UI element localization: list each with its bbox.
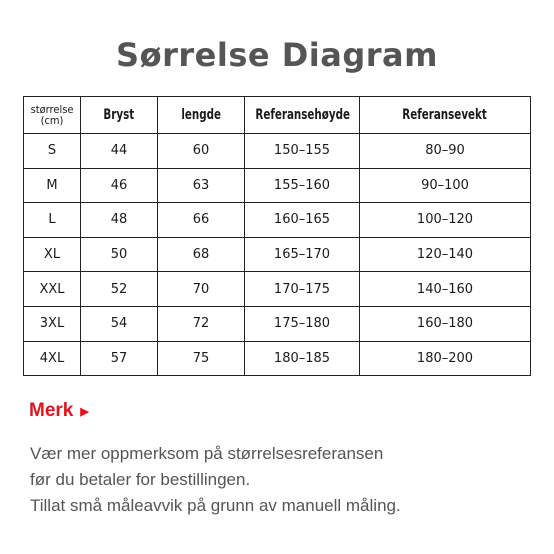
table-row bbox=[24, 203, 531, 238]
table-header-row bbox=[24, 97, 531, 134]
table-row bbox=[24, 306, 531, 341]
size-chart-table bbox=[23, 96, 531, 376]
cell-reference-height: 170–175 bbox=[245, 272, 360, 307]
note-heading bbox=[29, 400, 89, 422]
cell-chest: 54 bbox=[81, 306, 158, 341]
cell-length: 75 bbox=[158, 341, 245, 376]
cell-size: 3XL bbox=[24, 306, 81, 341]
cell-reference-weight: 90–100 bbox=[360, 168, 531, 203]
header-reference-height-label: Referansehøyde bbox=[255, 107, 351, 123]
header-size bbox=[24, 97, 81, 134]
page-title: Sørrelse Diagram bbox=[116, 36, 438, 74]
cell-length: 63 bbox=[158, 168, 245, 203]
table-row bbox=[24, 341, 531, 376]
cell-size: XXL bbox=[24, 272, 81, 307]
cell-reference-height: 165–170 bbox=[245, 237, 360, 272]
header-length bbox=[158, 97, 245, 134]
cell-length: 68 bbox=[158, 237, 245, 272]
cell-chest: 50 bbox=[81, 237, 158, 272]
cell-chest: 52 bbox=[81, 272, 158, 307]
cell-length: 66 bbox=[158, 203, 245, 238]
cell-chest: 48 bbox=[81, 203, 158, 238]
header-reference-weight bbox=[360, 97, 531, 134]
cell-reference-weight: 100–120 bbox=[360, 203, 531, 238]
cell-length: 70 bbox=[158, 272, 245, 307]
note-body bbox=[30, 441, 530, 519]
cell-chest: 57 bbox=[81, 341, 158, 376]
cell-reference-weight: 120–140 bbox=[360, 237, 531, 272]
note-line: før du betaler for bestillingen. bbox=[30, 470, 251, 489]
note-line: Vær mer oppmerksom på størrelsesreferansen bbox=[30, 444, 384, 463]
header-chest bbox=[81, 97, 158, 134]
cell-chest: 46 bbox=[81, 168, 158, 203]
cell-size: M bbox=[24, 168, 81, 203]
cell-reference-height: 155–160 bbox=[245, 168, 360, 203]
cell-size: XL bbox=[24, 237, 81, 272]
cell-reference-height: 160–165 bbox=[245, 203, 360, 238]
cell-reference-weight: 180–200 bbox=[360, 341, 531, 376]
triangle-right-icon: ▶ bbox=[80, 405, 89, 418]
table-row bbox=[24, 134, 531, 169]
note-line: Tillat små måleavvik på grunn av manuell måling. bbox=[30, 496, 401, 515]
header-reference-weight-label: Referansevekt bbox=[402, 107, 488, 123]
table-row bbox=[24, 168, 531, 203]
cell-size: S bbox=[24, 134, 81, 169]
cell-reference-weight: 140–160 bbox=[360, 272, 531, 307]
cell-size: 4XL bbox=[24, 341, 81, 376]
cell-length: 72 bbox=[158, 306, 245, 341]
cell-reference-height: 180–185 bbox=[245, 341, 360, 376]
cell-reference-weight: 80–90 bbox=[360, 134, 531, 169]
header-size-label: størrelse (cm) bbox=[30, 103, 74, 127]
table-row bbox=[24, 272, 531, 307]
cell-chest: 44 bbox=[81, 134, 158, 169]
header-length-label: lengde bbox=[181, 107, 221, 123]
cell-reference-height: 175–180 bbox=[245, 306, 360, 341]
note-heading-label: Merk bbox=[29, 400, 74, 421]
header-chest-label: Bryst bbox=[103, 107, 135, 123]
cell-reference-height: 150–155 bbox=[245, 134, 360, 169]
header-reference-height bbox=[245, 97, 360, 134]
table-row bbox=[24, 237, 531, 272]
cell-reference-weight: 160–180 bbox=[360, 306, 531, 341]
cell-size: L bbox=[24, 203, 81, 238]
cell-length: 60 bbox=[158, 134, 245, 169]
